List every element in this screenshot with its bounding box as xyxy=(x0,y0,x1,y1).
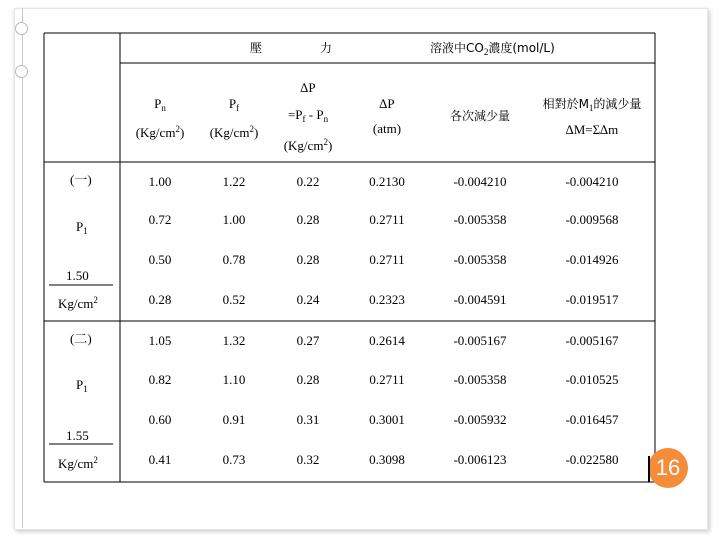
group2-pressure xyxy=(76,377,88,397)
concentration-header-text: 溶液中CO xyxy=(430,41,484,55)
col-pn-unit-text: (Kg/cm xyxy=(135,125,176,140)
col-pn-sub: n xyxy=(161,103,166,113)
row6-pn: 0.82 xyxy=(148,372,172,387)
row5-dp-kg: 0.27 xyxy=(296,333,320,348)
col-pn-symbol: P xyxy=(154,96,162,111)
row4-relative: -0.019517 xyxy=(565,292,619,307)
col-pf-unit xyxy=(210,121,259,141)
row8-pn: 0.41 xyxy=(148,452,172,467)
group1-p: P xyxy=(76,219,84,234)
row2-pf: 1.00 xyxy=(222,212,246,227)
group1-unit-sup: 2 xyxy=(93,295,98,305)
row7-relative: -0.016457 xyxy=(565,412,619,427)
row8-dp-kg: 0.32 xyxy=(296,452,320,467)
row1-dp-kg: 0.22 xyxy=(296,174,320,189)
col-pf-sub: f xyxy=(236,103,240,113)
group1-pressure xyxy=(76,219,88,239)
concentration-header-sub: 2 xyxy=(483,47,489,57)
row5-pn: 1.05 xyxy=(148,333,172,348)
row5-relative: -0.005167 xyxy=(565,333,619,348)
row2-dp-kg: 0.28 xyxy=(296,212,320,227)
group2-p: P xyxy=(76,377,84,392)
row3-dp-atm: 0.2711 xyxy=(369,252,405,267)
pressure-header-right: 力 xyxy=(320,41,333,55)
row1-dp-atm: 0.2130 xyxy=(369,174,405,189)
row7-dp-atm: 0.3001 xyxy=(369,412,405,427)
group2-unit-text: Kg/cm xyxy=(58,456,94,471)
col-pf-unit-text: (Kg/cm xyxy=(209,125,250,140)
group1-unit-text: Kg/cm xyxy=(58,296,94,311)
row2-relative: -0.009568 xyxy=(565,212,619,227)
row6-pf: 1.10 xyxy=(222,372,246,387)
row2-dp-atm: 0.2711 xyxy=(369,212,405,227)
row8-dp-atm: 0.3098 xyxy=(369,452,405,467)
row1-pf: 1.22 xyxy=(222,174,246,189)
col-pn-unit-sup: 2 xyxy=(175,124,180,134)
formula-b: - P xyxy=(305,107,324,122)
row4-pf: 0.52 xyxy=(222,292,246,307)
rail-line-bottom xyxy=(22,78,23,528)
group1-unit xyxy=(58,292,98,312)
row7-pn: 0.60 xyxy=(148,412,172,427)
row3-each: -0.005358 xyxy=(453,252,507,267)
concentration-header xyxy=(430,40,555,60)
row8-relative: -0.022580 xyxy=(565,452,619,467)
row7-dp-kg: 0.31 xyxy=(296,412,320,427)
page-number-bar xyxy=(648,456,650,482)
col-dp-kg-unit-sup: 2 xyxy=(323,137,328,147)
group2-p-sub: 1 xyxy=(83,384,88,394)
rail-dot-top xyxy=(15,22,28,35)
group1-label: (一) xyxy=(70,172,92,187)
row2-pn: 0.72 xyxy=(148,212,172,227)
col-dp-atm: ∆P xyxy=(379,96,395,111)
col-pf-unit-sup: 2 xyxy=(249,124,254,134)
row5-pf: 1.32 xyxy=(222,333,246,348)
row6-each: -0.005358 xyxy=(453,372,507,387)
row1-relative: -0.004210 xyxy=(565,174,619,189)
row2-each: -0.005358 xyxy=(453,212,507,227)
row6-dp-atm: 0.2711 xyxy=(369,372,405,387)
row4-pn: 0.28 xyxy=(148,292,172,307)
group2-label: (二) xyxy=(70,331,92,346)
col-each-decrease: 各次減少量 xyxy=(449,109,511,123)
row6-dp-kg: 0.28 xyxy=(296,372,320,387)
col-pf-symbol: P xyxy=(228,96,237,111)
rail-dot-mid xyxy=(15,65,28,78)
formula-a-sub: f xyxy=(302,114,306,124)
row4-each: -0.004591 xyxy=(453,292,507,307)
formula-b-sub: n xyxy=(323,114,329,124)
row5-each: -0.005167 xyxy=(453,333,507,348)
page-number-badge: 16 xyxy=(648,448,688,488)
pressure-header-left: 壓 xyxy=(250,41,263,55)
rail-line-mid xyxy=(22,35,23,65)
row7-pf: 0.91 xyxy=(222,412,246,427)
group1-p-sub: 1 xyxy=(83,226,88,236)
col-dp-kg-unit-text: (Kg/cm xyxy=(283,138,324,153)
row1-pn: 1.00 xyxy=(148,174,172,189)
relative-decrease-rest: 的減少量 xyxy=(593,97,642,111)
group2-unit xyxy=(58,452,98,472)
row3-pn: 0.50 xyxy=(148,252,172,267)
col-pn-unit xyxy=(136,121,185,141)
col-pf xyxy=(229,96,239,116)
col-pn xyxy=(154,96,166,116)
group1-value: 1.50 xyxy=(66,268,89,283)
group2-value: 1.55 xyxy=(66,428,89,443)
col-relative-decrease xyxy=(543,96,642,116)
row8-pf: 0.73 xyxy=(222,452,246,467)
col-dp-kg-formula xyxy=(288,107,328,127)
row6-relative: -0.010525 xyxy=(565,372,619,387)
col-sum-formula: ∆M=Σ∆m xyxy=(565,122,619,137)
row3-pf: 0.78 xyxy=(222,252,246,267)
row5-dp-atm: 0.2614 xyxy=(369,333,405,348)
formula-a: =P xyxy=(287,107,303,122)
row4-dp-atm: 0.2323 xyxy=(369,292,405,307)
col-dp-kg: ∆P xyxy=(300,80,316,95)
row3-dp-kg: 0.28 xyxy=(296,252,320,267)
group2-unit-sup: 2 xyxy=(93,455,98,465)
row4-dp-kg: 0.24 xyxy=(296,292,320,307)
row8-each: -0.006123 xyxy=(453,452,507,467)
col-dp-kg-unit xyxy=(284,134,333,154)
relative-decrease-text: 相對於M xyxy=(542,97,589,111)
row3-relative: -0.014926 xyxy=(565,252,619,267)
rail-line-top xyxy=(22,8,23,22)
row7-each: -0.005932 xyxy=(453,412,507,427)
relative-decrease-sub: 1 xyxy=(588,103,594,113)
row1-each: -0.004210 xyxy=(453,174,507,189)
col-dp-atm-unit: (atm) xyxy=(372,121,402,136)
concentration-header-rest: 濃度(mol/L) xyxy=(488,41,555,55)
col-pf-unit-end: ) xyxy=(253,125,259,140)
col-dp-kg-unit-end: ) xyxy=(327,138,333,153)
col-pn-unit-end: ) xyxy=(179,125,185,140)
